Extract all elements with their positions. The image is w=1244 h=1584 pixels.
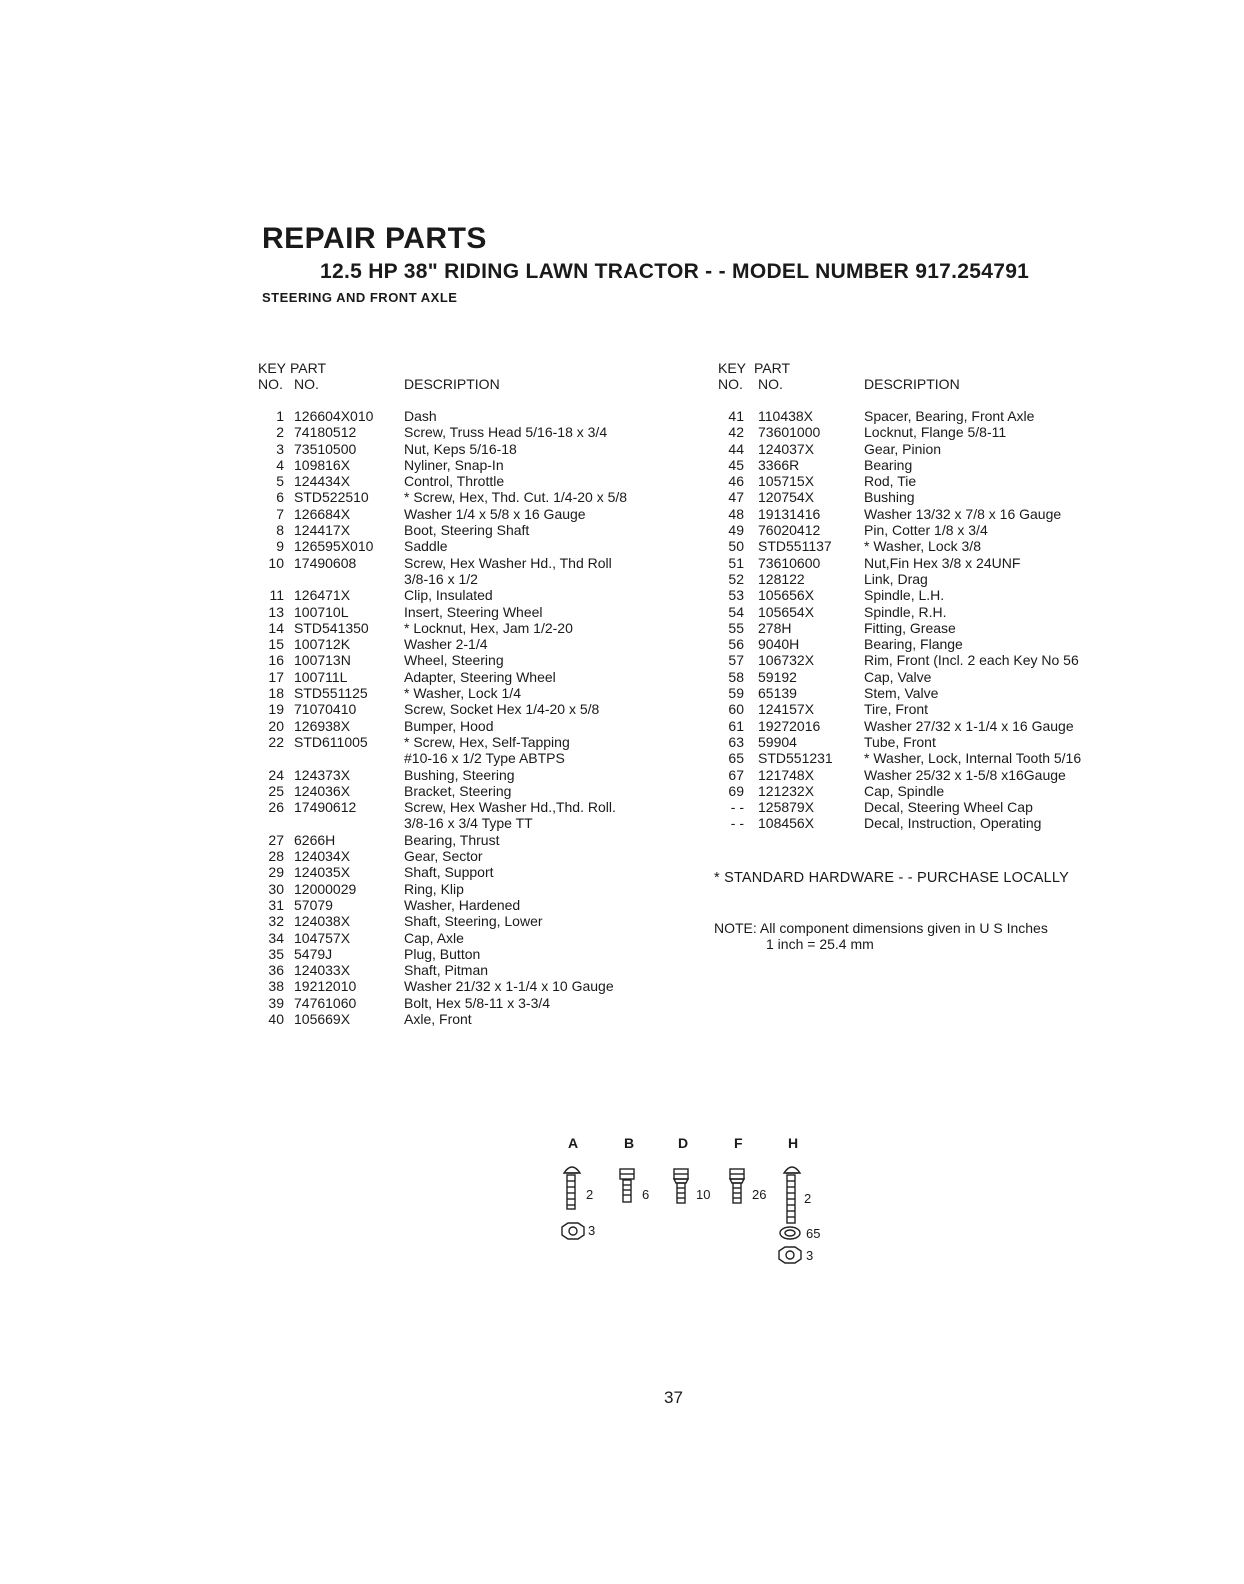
table-row <box>258 767 698 783</box>
key-no: 38 <box>268 978 284 995</box>
table-row <box>258 930 698 946</box>
key-no: 53 <box>728 587 744 604</box>
part-no: 124373X <box>294 766 351 783</box>
lock-washer-h-icon <box>780 1227 800 1239</box>
description: * Screw, Hex, Thd. Cut. 1/4-20 x 5/8 <box>404 489 628 506</box>
key-no: 11 <box>269 587 284 604</box>
table-row <box>718 457 1138 473</box>
key-no: 25 <box>268 782 284 799</box>
key-no: 63 <box>728 733 744 750</box>
part-no: 9040H <box>758 636 800 653</box>
key-no: 22 <box>268 733 284 750</box>
description: Gear, Pinion <box>864 440 942 457</box>
part-no: 17490612 <box>294 799 357 816</box>
key-no: 20 <box>268 717 284 734</box>
key-no: 31 <box>268 896 284 913</box>
hardware-letter-d: D <box>678 1135 689 1151</box>
part-no: 17490608 <box>294 554 357 571</box>
description: Stem, Valve <box>864 685 939 702</box>
table-row <box>718 620 1138 636</box>
description: 3/8-16 x 3/4 Type TT <box>404 815 533 832</box>
key-no: 47 <box>728 489 744 506</box>
table-row <box>258 424 698 440</box>
description-header: DESCRIPTION <box>404 376 500 392</box>
description: * Washer, Lock 3/8 <box>864 538 981 555</box>
description: Washer, Hardened <box>404 896 521 913</box>
part-no: 105654X <box>758 603 815 620</box>
part-no: 19212010 <box>294 978 357 995</box>
part-no: 104757X <box>294 929 351 946</box>
key-no: 56 <box>728 636 744 653</box>
key-no: 54 <box>728 603 744 620</box>
table-row <box>718 815 1138 831</box>
part-no: 124417X <box>294 522 351 539</box>
page-title: REPAIR PARTS <box>262 222 487 255</box>
table-row <box>718 506 1138 522</box>
qty-a: 2 <box>586 1187 594 1202</box>
qty-h-washer: 65 <box>806 1226 821 1241</box>
table-row <box>258 441 698 457</box>
table-row <box>258 718 698 734</box>
description: Bracket, Steering <box>404 782 512 799</box>
description: Washer 13/32 x 7/8 x 16 Gauge <box>864 505 1062 522</box>
column-header <box>258 360 698 398</box>
part-no: 109816X <box>294 456 351 473</box>
table-row <box>718 555 1138 571</box>
description: Plug, Button <box>404 945 481 962</box>
description: Bumper, Hood <box>404 717 494 734</box>
table-row <box>718 799 1138 815</box>
qty-h-nut: 3 <box>806 1248 814 1263</box>
description: Nut,Fin Hex 3/8 x 24UNF <box>864 554 1021 571</box>
description: #10-16 x 1/2 Type ABTPS <box>404 750 565 767</box>
key-no: 24 <box>268 766 284 783</box>
part-no: 73610600 <box>758 554 821 571</box>
description: Pin, Cotter 1/8 x 3/4 <box>864 522 988 539</box>
part-no: STD611005 <box>294 733 368 750</box>
key-no: 2 <box>276 424 284 441</box>
table-row <box>258 783 698 799</box>
description: Boot, Steering Shaft <box>404 522 530 539</box>
part-no: 106732X <box>758 652 815 669</box>
table-row <box>718 669 1138 685</box>
table-row <box>258 978 698 994</box>
key-no: 6 <box>276 489 284 506</box>
key-no: 45 <box>728 456 744 473</box>
description: * Washer, Lock 1/4 <box>404 685 521 702</box>
part-no: 57079 <box>294 896 333 913</box>
table-row <box>718 734 1138 750</box>
part-no: 74180512 <box>294 424 357 441</box>
note-line-2: 1 inch = 25.4 mm <box>766 936 874 952</box>
key-no: 44 <box>728 440 744 457</box>
part-no: 74761060 <box>294 994 357 1011</box>
key-no: 8 <box>276 522 284 539</box>
table-row <box>258 522 698 538</box>
table-row <box>718 441 1138 457</box>
part-no: 100711L <box>294 668 348 685</box>
key-no: 9 <box>276 538 284 555</box>
table-row <box>258 506 698 522</box>
dimensions-note <box>714 920 1048 952</box>
key-no: 65 <box>728 750 744 767</box>
table-row <box>258 685 698 701</box>
part-no: 121748X <box>758 766 815 783</box>
description: Washer 1/4 x 5/8 x 16 Gauge <box>404 505 586 522</box>
bolt-b-icon <box>620 1169 634 1202</box>
table-row <box>718 587 1138 603</box>
key-no: 1 <box>276 408 284 424</box>
part-no: STD551137 <box>758 538 832 555</box>
hardware-letter-h: H <box>788 1135 799 1151</box>
description: Bearing, Thrust <box>404 831 500 848</box>
qty-b: 6 <box>642 1187 650 1202</box>
part-no: STD551125 <box>294 685 368 702</box>
part-no: 124434X <box>294 473 351 490</box>
table-row <box>258 995 698 1011</box>
key-header: KEY <box>718 360 747 376</box>
description: Cap, Axle <box>404 929 464 946</box>
description: Saddle <box>404 538 448 555</box>
description: Rod, Tie <box>864 473 917 490</box>
hardware-pack-illustration <box>550 1135 850 1275</box>
description: Adapter, Steering Wheel <box>404 668 556 685</box>
part-no: 59192 <box>758 668 797 685</box>
part-no: 3366R <box>758 456 800 473</box>
column-header <box>718 360 1138 398</box>
screw-a-icon <box>564 1167 580 1209</box>
key-no: 51 <box>728 554 744 571</box>
parts-rows <box>718 408 1138 832</box>
description: Insert, Steering Wheel <box>404 603 543 620</box>
part-no: 278H <box>758 619 792 636</box>
part-no: 124038X <box>294 913 351 930</box>
table-row <box>258 913 698 929</box>
description: Screw, Truss Head 5/16-18 x 3/4 <box>404 424 608 441</box>
table-row <box>258 636 698 652</box>
table-row <box>258 571 698 587</box>
table-row <box>258 587 698 603</box>
bolt-d-icon <box>674 1169 688 1203</box>
part-no: 59904 <box>758 733 797 750</box>
description: * Washer, Lock, Internal Tooth 5/16 <box>864 750 1082 767</box>
description: Ring, Klip <box>404 880 464 897</box>
part-no: 126684X <box>294 505 351 522</box>
key-no: 7 <box>276 505 284 522</box>
key-no: 4 <box>276 456 284 473</box>
part-no: 12000029 <box>294 880 357 897</box>
table-row <box>258 473 698 489</box>
table-row <box>718 489 1138 505</box>
key-no: 3 <box>276 440 284 457</box>
hardware-letter-b: B <box>624 1135 635 1151</box>
table-row <box>718 538 1138 554</box>
part-no: 124037X <box>758 440 815 457</box>
part-no: 76020412 <box>758 522 821 539</box>
table-row <box>258 897 698 913</box>
description: Fitting, Grease <box>864 619 956 636</box>
table-row <box>258 734 698 750</box>
key-no: 69 <box>728 782 744 799</box>
description: Bearing, Flange <box>864 636 963 653</box>
table-row <box>718 424 1138 440</box>
key-no: 55 <box>728 619 744 636</box>
part-no: 126938X <box>294 717 351 734</box>
table-row <box>718 701 1138 717</box>
part-no: 100712K <box>294 636 351 653</box>
part-no: 6266H <box>294 831 336 848</box>
parts-rows <box>258 408 698 1027</box>
key-no: 57 <box>728 652 744 669</box>
description: 3/8-16 x 1/2 <box>404 570 478 587</box>
description: Bushing, Steering <box>404 766 515 783</box>
part-no: 126471X <box>294 587 351 604</box>
table-row <box>258 652 698 668</box>
hardware-letter-f: F <box>734 1135 743 1151</box>
description: Screw, Hex Washer Hd.,Thd. Roll. <box>404 799 616 816</box>
key-no: 34 <box>268 929 284 946</box>
part-no: 124034X <box>294 848 351 865</box>
description: Spindle, L.H. <box>864 587 945 604</box>
table-row <box>718 685 1138 701</box>
key-no: 48 <box>728 505 744 522</box>
description: Washer 27/32 x 1-1/4 x 16 Gauge <box>864 717 1074 734</box>
part-no: 108456X <box>758 815 815 832</box>
table-row <box>258 669 698 685</box>
key-no: 27 <box>268 831 284 848</box>
part-header: PART <box>754 360 791 376</box>
key-no: 19 <box>268 701 284 718</box>
qty-h: 2 <box>804 1191 812 1206</box>
description: * Screw, Hex, Self-Tapping <box>404 733 570 750</box>
part-no: 121232X <box>758 782 815 799</box>
nut-h-icon <box>779 1247 801 1263</box>
key-no: 58 <box>728 668 744 685</box>
part-no: STD522510 <box>294 489 369 506</box>
key-no: 10 <box>268 554 284 571</box>
qty-f: 26 <box>752 1187 767 1202</box>
part-no: 73601000 <box>758 424 821 441</box>
key-no: 52 <box>728 570 744 587</box>
part-no: 100713N <box>294 652 351 669</box>
part-no: 73510500 <box>294 440 357 457</box>
description: Link, Drag <box>864 570 928 587</box>
description: Nut, Keps 5/16-18 <box>404 440 517 457</box>
description: Gear, Sector <box>404 848 483 865</box>
key-no: 59 <box>728 685 744 702</box>
description: Tube, Front <box>864 733 936 750</box>
table-row <box>718 604 1138 620</box>
table-row <box>718 767 1138 783</box>
key-no: 35 <box>268 945 284 962</box>
table-row <box>258 538 698 554</box>
part-no: STD541350 <box>294 619 369 636</box>
description: Clip, Insulated <box>404 587 493 604</box>
table-row <box>258 799 698 815</box>
description: Decal, Steering Wheel Cap <box>864 799 1033 816</box>
screw-h-icon <box>784 1167 800 1223</box>
description: Spacer, Bearing, Front Axle <box>864 408 1035 424</box>
key-no: 17 <box>268 668 284 685</box>
key-no: 28 <box>268 848 284 865</box>
table-row <box>258 408 698 424</box>
table-row <box>258 946 698 962</box>
part-no: STD551231 <box>758 750 833 767</box>
key-no: 18 <box>268 685 284 702</box>
part-header: PART <box>290 360 327 376</box>
key-no: 40 <box>268 1010 284 1027</box>
description: Control, Throttle <box>404 473 505 490</box>
key-no: 13 <box>268 603 284 620</box>
description: Shaft, Pitman <box>404 962 489 979</box>
description: Washer 2-1/4 <box>404 636 488 653</box>
table-row <box>258 848 698 864</box>
table-row <box>718 718 1138 734</box>
table-row <box>718 783 1138 799</box>
table-row <box>258 620 698 636</box>
description: Tire, Front <box>864 701 929 718</box>
description: Washer 25/32 x 1-5/8 x16Gauge <box>864 766 1066 783</box>
part-no: 105715X <box>758 473 815 490</box>
description-header: DESCRIPTION <box>864 376 960 392</box>
table-row <box>258 555 698 571</box>
key-no: 32 <box>268 913 284 930</box>
table-row <box>718 522 1138 538</box>
part-no: 120754X <box>758 489 815 506</box>
key-no: - - <box>730 799 744 816</box>
description: Rim, Front (Incl. 2 each Key No 56 <box>864 652 1079 669</box>
table-row <box>718 571 1138 587</box>
part-no: 100710L <box>294 603 349 620</box>
section-heading: STEERING AND FRONT AXLE <box>262 290 458 305</box>
key-no: 61 <box>728 717 744 734</box>
table-row <box>258 962 698 978</box>
description: Nyliner, Snap-In <box>404 456 504 473</box>
part-no: 105656X <box>758 587 815 604</box>
part-no: 124035X <box>294 864 351 881</box>
description: Axle, Front <box>404 1010 472 1027</box>
table-row <box>258 457 698 473</box>
table-row <box>258 815 698 831</box>
table-row <box>718 408 1138 424</box>
page-number: 37 <box>664 1388 683 1407</box>
table-row <box>258 701 698 717</box>
description: * Locknut, Hex, Jam 1/2-20 <box>404 619 573 636</box>
description: Bushing <box>864 489 915 506</box>
part-no: 124157X <box>758 701 815 718</box>
key-no: 46 <box>728 473 744 490</box>
standard-hardware-note: * STANDARD HARDWARE - - PURCHASE LOCALLY <box>714 870 1069 886</box>
part-no: 110438X <box>758 408 814 424</box>
description: Screw, Socket Hex 1/4-20 x 5/8 <box>404 701 600 718</box>
description: Cap, Valve <box>864 668 932 685</box>
part-no: 71070410 <box>294 701 357 718</box>
table-row <box>258 604 698 620</box>
note-line-1: NOTE: All component dimensions given in U S Inches <box>714 920 1048 936</box>
part-header-no: NO. <box>294 376 319 392</box>
part-no: 19272016 <box>758 717 821 734</box>
part-no: 126595X010 <box>294 538 374 555</box>
description: Shaft, Steering, Lower <box>404 913 543 930</box>
description: Dash <box>404 408 437 424</box>
key-no: 39 <box>268 994 284 1011</box>
part-no: 128122 <box>758 570 805 587</box>
key-no: 42 <box>728 424 744 441</box>
key-no: 15 <box>268 636 284 653</box>
key-no: 50 <box>728 538 744 555</box>
key-no: 30 <box>268 880 284 897</box>
key-no: 14 <box>268 619 284 636</box>
table-row <box>718 750 1138 766</box>
table-row <box>718 652 1138 668</box>
description: Screw, Hex Washer Hd., Thd Roll <box>404 554 612 571</box>
part-header-no: NO. <box>758 376 783 392</box>
parts-list-right <box>718 360 1138 832</box>
key-no: 60 <box>728 701 744 718</box>
description: Washer 21/32 x 1-1/4 x 10 Gauge <box>404 978 614 995</box>
part-no: 105669X <box>294 1010 351 1027</box>
key-header-no: NO. <box>718 376 743 392</box>
qty-a-nut: 3 <box>588 1223 596 1238</box>
parts-list-left <box>258 360 698 1027</box>
description: Decal, Instruction, Operating <box>864 815 1042 832</box>
bolt-f-icon <box>730 1169 744 1203</box>
part-no: 125879X <box>758 799 815 816</box>
part-no: 124036X <box>294 782 351 799</box>
key-no: 41 <box>728 408 744 424</box>
part-no: 5479J <box>294 945 333 962</box>
key-no: 36 <box>268 962 284 979</box>
table-row <box>258 750 698 766</box>
hardware-letter-a: A <box>568 1135 579 1151</box>
table-row <box>718 636 1138 652</box>
table-row <box>258 881 698 897</box>
key-no: 16 <box>268 652 284 669</box>
description: Locknut, Flange 5/8-11 <box>864 424 1007 441</box>
model-subtitle: 12.5 HP 38" RIDING LAWN TRACTOR - - MODEL NUMBER 917.254791 <box>320 260 1030 283</box>
table-row <box>258 489 698 505</box>
part-no: 126604X010 <box>294 408 374 424</box>
part-no: 65139 <box>758 685 797 702</box>
part-no: 124033X <box>294 962 351 979</box>
description: Cap, Spindle <box>864 782 945 799</box>
description: Bearing <box>864 456 913 473</box>
description: Spindle, R.H. <box>864 603 947 620</box>
description: Bolt, Hex 5/8-11 x 3-3/4 <box>404 994 551 1011</box>
key-no: 29 <box>268 864 284 881</box>
part-no: 19131416 <box>758 505 821 522</box>
key-header-no: NO. <box>258 376 283 392</box>
key-no: 67 <box>728 766 744 783</box>
nut-a-icon <box>562 1223 584 1239</box>
key-no: - - <box>730 815 744 832</box>
table-row <box>718 473 1138 489</box>
qty-d: 10 <box>696 1187 711 1202</box>
description: Shaft, Support <box>404 864 494 881</box>
table-row <box>258 1011 698 1027</box>
description: Wheel, Steering <box>404 652 504 669</box>
table-row <box>258 864 698 880</box>
table-row <box>258 832 698 848</box>
key-no: 5 <box>276 473 284 490</box>
key-header: KEY <box>258 360 287 376</box>
key-no: 26 <box>268 799 284 816</box>
key-no: 49 <box>728 522 744 539</box>
